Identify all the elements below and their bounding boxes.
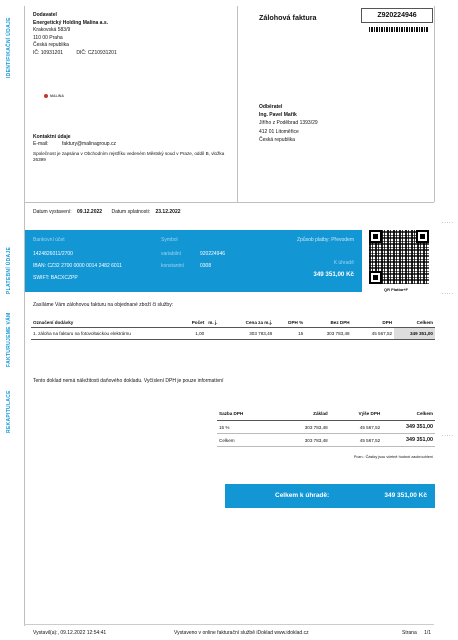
iban: IBAN: CZ32 2700 0000 0014 2482 6011 bbox=[33, 263, 122, 269]
contact-email[interactable]: faktury@malinagroup.cz bbox=[61, 141, 116, 148]
contact-block bbox=[33, 134, 233, 164]
supplier-logo bbox=[44, 94, 64, 98]
items-col-header: Bez DPH bbox=[330, 319, 350, 325]
supplier-ico-label: IČ: bbox=[33, 49, 40, 56]
supplier-ico: 10931201 bbox=[40, 49, 64, 56]
due-date-label: Datum splatnosti: bbox=[111, 209, 151, 215]
supplier-logo-text: MALINA bbox=[50, 94, 64, 98]
footer-service[interactable]: Vystaveno v online fakturační službě iDoklad www.idoklad.cz bbox=[174, 630, 309, 636]
customer-heading: Odběratel bbox=[259, 104, 283, 110]
items-col-header: Celkem bbox=[416, 319, 433, 325]
recap-vat: 45 567,52 bbox=[330, 434, 382, 447]
items-col-header: Označení dodávky bbox=[33, 319, 74, 325]
separator-dots: ..... bbox=[442, 219, 454, 225]
item-unit bbox=[206, 328, 231, 340]
recap-col-header: Výše DPH bbox=[358, 410, 381, 416]
total-box bbox=[225, 484, 435, 508]
issue-date-label: Datum vystavení: bbox=[33, 209, 72, 215]
items-col-header: Počet bbox=[191, 319, 205, 325]
left-border-line bbox=[24, 6, 25, 626]
recap-rate: 15 % bbox=[217, 421, 277, 434]
table-row bbox=[217, 421, 435, 434]
side-label-payment: PLATEBNÍ ÚDAJE bbox=[6, 246, 12, 294]
item-net: 303 783,48 bbox=[326, 331, 350, 336]
items-col-header: DPH bbox=[382, 319, 393, 325]
constant-symbol-label: konstantní bbox=[161, 263, 185, 269]
due-date: 23.12.2022 bbox=[155, 209, 181, 215]
footer-page bbox=[402, 630, 431, 636]
footer-page-label: Strana bbox=[402, 630, 417, 636]
recap-rate: Celkem bbox=[217, 434, 277, 447]
qr-label: QR Platba+F bbox=[384, 287, 408, 292]
constant-symbol: 0308 bbox=[200, 263, 212, 269]
to-pay-label: K úhradě bbox=[333, 260, 354, 266]
malina-logo-icon bbox=[44, 94, 48, 98]
items-col-header: Cena za m.j. bbox=[245, 319, 273, 325]
customer-block bbox=[259, 103, 318, 144]
footer-line bbox=[24, 624, 434, 625]
recap-base: 303 783,48 bbox=[277, 434, 330, 447]
items-header-row bbox=[31, 317, 435, 328]
items-table bbox=[31, 317, 435, 340]
side-label-recap: REKAPITULACE bbox=[6, 390, 12, 433]
registry-note: Společnost je zapsána v Obchodním rejstříku vedeném Městský soud v Praze, oddíl B, vložka 26399 bbox=[33, 150, 225, 163]
recap-vat: 45 567,52 bbox=[330, 421, 382, 434]
qr-code-image bbox=[369, 230, 429, 284]
footer-issued bbox=[33, 630, 106, 636]
recap-col-header: Sazba DPH bbox=[219, 410, 244, 416]
right-border-line bbox=[434, 6, 435, 202]
supplier-street: Krakovská 583/9 bbox=[33, 27, 71, 34]
supplier-dic: CZ10931201 bbox=[87, 49, 117, 56]
bank-account-label: Bankovní účet bbox=[33, 237, 65, 243]
footer-page-number: 1/1 bbox=[424, 630, 432, 636]
supplier-city: 110 00 Praha bbox=[33, 34, 63, 41]
supplier-block bbox=[33, 12, 223, 58]
qr-finder-icon bbox=[369, 271, 382, 284]
contact-email-label: E-mail: bbox=[33, 141, 49, 148]
side-label-billing: FAKTURUJEME VÁM bbox=[6, 312, 12, 367]
supplier-name: Energetický Holding Malina a.s. bbox=[33, 19, 109, 26]
footer-issued-label: Vystavil(a): bbox=[33, 630, 58, 636]
customer-city: 412 01 Litoměřice bbox=[259, 128, 299, 135]
payment-method: Způsob platby: Převodem bbox=[297, 237, 354, 243]
informative-note: Tento doklad nemá náležitosti daňového dokladu. Vyčíslení DPH je pouze informativní bbox=[33, 378, 224, 384]
recap-base: 303 783,48 bbox=[277, 421, 330, 434]
barcode-image bbox=[369, 27, 429, 32]
invoice-title: Zálohová faktura bbox=[259, 13, 317, 22]
table-row bbox=[31, 328, 435, 340]
total-label: Celkem k úhradě: bbox=[275, 492, 330, 499]
recap-col-header: Celkem bbox=[416, 410, 433, 416]
item-total: 349 351,00 bbox=[394, 328, 435, 340]
supplier-country: Česká republika bbox=[33, 42, 69, 49]
invoice-number: Z920224946 bbox=[361, 8, 433, 23]
variable-symbol-label: variabilní bbox=[161, 251, 182, 257]
item-unit-price: 303 783,48 bbox=[249, 331, 273, 336]
dates-row bbox=[33, 209, 181, 215]
symbol-label: Symbol bbox=[161, 237, 178, 243]
customer-street: Jiřího z Poděbrad 1393/29 bbox=[259, 120, 318, 127]
intro-text: Zasíláme Vám zálohovou fakturu na objednané zboží či služby: bbox=[33, 302, 174, 308]
item-vat: 45 567,52 bbox=[371, 331, 393, 336]
customer-country: Česká republika bbox=[259, 136, 295, 143]
item-vat-rate: 15 bbox=[298, 331, 304, 336]
items-col-header: DPH % bbox=[288, 319, 304, 325]
recap-footnote: Pozn.: Částky jsou včetně hodnot zaokrouhlení bbox=[353, 455, 433, 459]
qr-finder-icon bbox=[416, 230, 429, 243]
issue-date: 09.12.2022 bbox=[77, 209, 103, 215]
item-quantity: 1,00 bbox=[195, 331, 205, 336]
items-col-header: m. j. bbox=[208, 319, 218, 325]
contact-heading: Kontaktní údaje bbox=[33, 134, 71, 140]
customer-name: Ing. Pavel Mařík bbox=[259, 112, 297, 119]
separator-dots: ..... bbox=[442, 432, 454, 438]
supplier-dic-label: DIČ: bbox=[76, 49, 87, 56]
footer-issued-value: , 09.12.2022 12:54:41 bbox=[57, 630, 107, 636]
side-label-identification: IDENTIFIKAČNÍ ÚDAJE bbox=[6, 17, 12, 78]
recap-table bbox=[217, 406, 435, 447]
recap-header-row bbox=[217, 406, 435, 421]
to-pay-amount: 349 351,00 Kč bbox=[313, 271, 354, 278]
table-row bbox=[217, 434, 435, 447]
variable-symbol: 920224946 bbox=[200, 251, 226, 257]
recap-total: 349 351,00 bbox=[382, 434, 435, 447]
center-divider-line bbox=[237, 6, 238, 202]
recap-col-header: Základ bbox=[313, 410, 328, 416]
supplier-heading: Dodavatel bbox=[33, 12, 57, 18]
header-bottom-line bbox=[24, 202, 434, 203]
qr-finder-icon bbox=[369, 230, 382, 243]
recap-total: 349 351,00 bbox=[382, 421, 435, 434]
swift: SWIFT: BACXCZPP bbox=[33, 275, 78, 281]
separator-dots: ..... bbox=[442, 290, 454, 296]
total-amount: 349 351,00 Kč bbox=[384, 492, 427, 499]
bank-account: 1424826011/2700 bbox=[33, 251, 73, 257]
payment-box bbox=[25, 230, 362, 292]
item-description: 1. záloha na fakturu na fotovoltaickou elektrárnu bbox=[33, 331, 131, 336]
